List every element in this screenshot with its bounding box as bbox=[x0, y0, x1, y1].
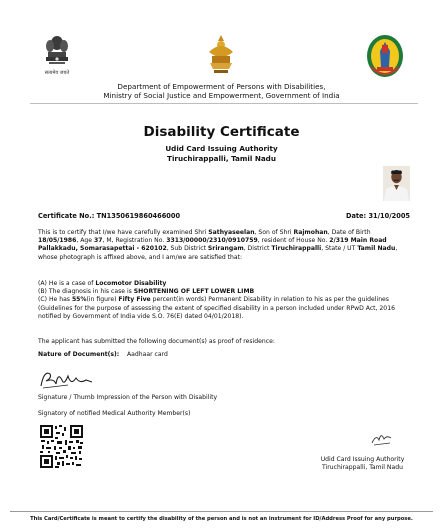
p2-text: percent(in words) Permanent Disability in relation to his as per the guidelines (Guidelines for the purpose of assessing the extent of specified disability in a person included under RPwD Act, 2016 notified by Government of India vide S.O. 76(E) dated 04/01/2018). bbox=[38, 296, 395, 320]
p2-text: (C) He has bbox=[38, 296, 72, 304]
disability-type: Locomotor Disability bbox=[95, 280, 167, 287]
tamil-nadu-seal-icon bbox=[365, 33, 405, 79]
authority-line-1: Udid Card Issuing Authority bbox=[165, 144, 278, 153]
district: Tiruchirappalli bbox=[271, 245, 322, 253]
certificate-date-value: 31/10/2005 bbox=[368, 212, 410, 220]
p1-text: , whose photograph is affixed above, and I am/we are satisfied that: bbox=[38, 245, 398, 261]
diagnosis-line bbox=[38, 288, 410, 296]
p1-text: , Son of Shri bbox=[254, 229, 294, 236]
disability-type-line bbox=[38, 280, 410, 288]
house-address: 2/319 Main Road Pallakkadu, Somarasapettai - 620102 bbox=[38, 237, 387, 253]
issuing-authority-signature-block bbox=[312, 456, 413, 472]
issuer-signature bbox=[370, 430, 394, 448]
date-of-birth: 18/05/1986 bbox=[38, 237, 77, 245]
p1-text: , Age bbox=[76, 237, 94, 245]
national-emblem-icon bbox=[42, 34, 72, 78]
applicant-signature-caption: Signature / Thumb Impression of the Person with Disability bbox=[38, 394, 218, 401]
issuer-line-1: Udid Card Issuing Authority bbox=[320, 456, 405, 463]
p1-text: , Sub District bbox=[166, 245, 208, 253]
certificate-number-label: Certificate No.: bbox=[38, 212, 95, 220]
department-line-1: Department of Empowerment of Persons with Disabilities, bbox=[117, 82, 326, 91]
certificate-title: Disability Certificate bbox=[143, 124, 300, 140]
disability-percent: 55% bbox=[71, 296, 87, 304]
issuing-authority bbox=[0, 144, 443, 163]
disability-dept-logo-icon bbox=[204, 32, 238, 76]
header-divider bbox=[30, 103, 418, 104]
certification-paragraph bbox=[38, 229, 410, 262]
p2-text: (in figure) bbox=[86, 296, 119, 304]
certificate-date bbox=[346, 212, 410, 220]
p1-text: This is to certify that I/we have carefully examined Shri bbox=[38, 229, 209, 236]
medical-authority-caption: Signatory of notified Medical Authority Member(s) bbox=[38, 410, 191, 417]
registration-number: 3313/00000/2310/0910759 bbox=[166, 237, 258, 245]
age: 37 bbox=[93, 237, 103, 245]
department-line-2: Ministry of Social Justice and Empowerment, Government of India bbox=[103, 91, 340, 100]
residence-proof-statement: The applicant has submitted the following document(s) as proof of residence: bbox=[38, 338, 275, 345]
p2-text: (A) He is a case of bbox=[38, 280, 96, 287]
p1-text: , Date of Birth bbox=[327, 229, 371, 236]
document-nature-label: Nature of Document(s): bbox=[38, 351, 120, 358]
footer-divider bbox=[10, 511, 433, 512]
authority-line-2: Tiruchirappalli, Tamil Nadu bbox=[167, 153, 276, 163]
father-name: Rajmohan bbox=[293, 229, 328, 236]
certificate-number-value: TN1350619860466000 bbox=[96, 212, 181, 220]
emblem-caption: सत्यमेव जयते bbox=[44, 70, 70, 76]
certificate-date-label: Date: bbox=[345, 212, 367, 220]
state: Tamil Nadu bbox=[357, 245, 396, 253]
p2-text: (B) The diagnosis in his case is bbox=[38, 288, 134, 296]
disability-percent-words: Fifty Five bbox=[118, 296, 151, 304]
p1-text: , District bbox=[243, 245, 272, 253]
patient-name: Sathyaseelan bbox=[208, 229, 255, 236]
sub-district: Srirangam bbox=[207, 245, 244, 253]
department-header bbox=[0, 82, 443, 100]
qr-code bbox=[39, 424, 84, 469]
diagnosis: SHORTENING OF LEFT LOWER LIMB bbox=[133, 288, 255, 296]
document-nature bbox=[38, 351, 410, 359]
footer-disclaimer: This Card/Certificate is meant to certify the disability of the person and is not an instrument for ID/Address Proof for any purpose. bbox=[30, 516, 413, 522]
p1-text: , State / UT bbox=[321, 245, 358, 253]
disability-percent-line bbox=[38, 296, 410, 321]
p1-text: , resident of House No. bbox=[257, 237, 330, 245]
document-nature-value: Aadhaar card bbox=[127, 351, 168, 358]
diagnosis-section bbox=[38, 280, 410, 321]
issuer-line-2: Tiruchirappalli, Tamil Nadu bbox=[322, 464, 403, 471]
applicant-photo bbox=[383, 166, 410, 201]
certificate-number bbox=[38, 212, 180, 220]
p1-text: , M, Registration No. bbox=[102, 237, 167, 245]
applicant-signature bbox=[38, 366, 94, 392]
